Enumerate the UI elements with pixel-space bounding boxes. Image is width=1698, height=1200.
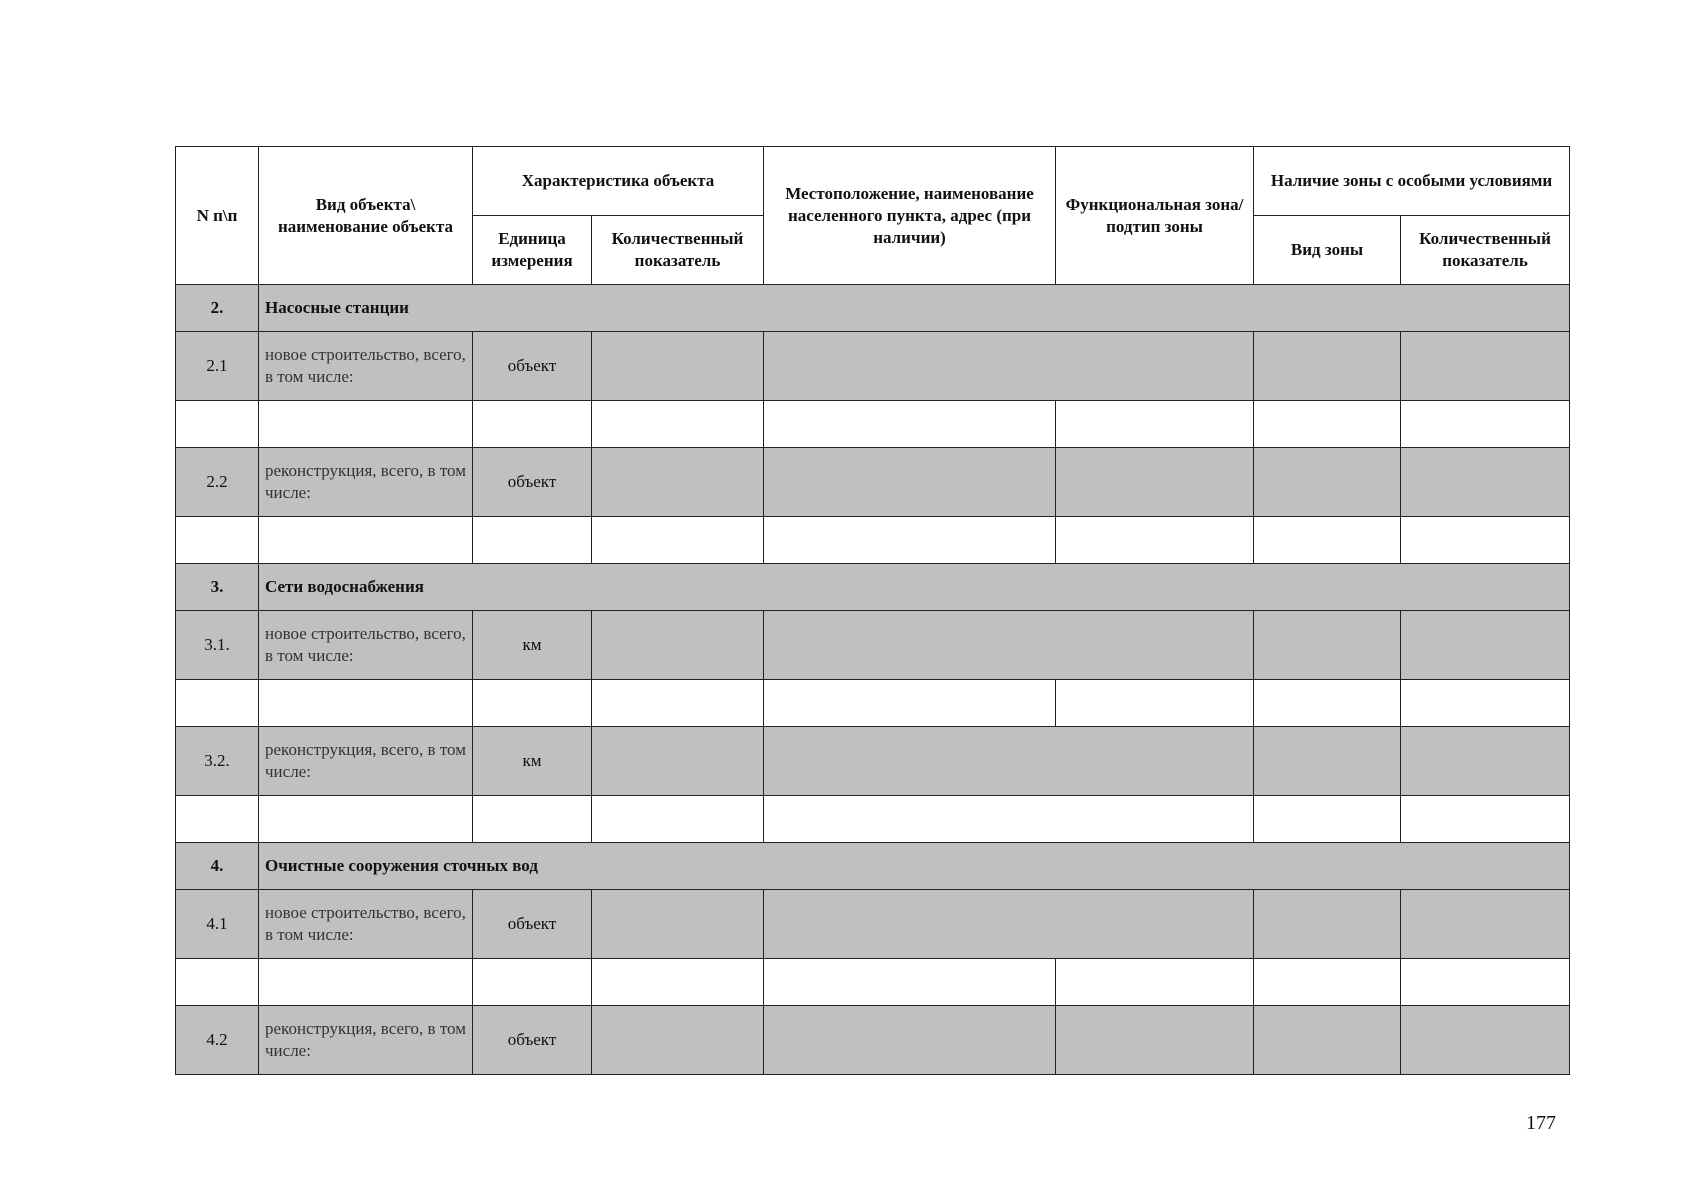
header-object-type: Вид объекта\ наименование объекта (259, 147, 473, 285)
header-row-1 (176, 147, 1570, 216)
row-name: новое строительство, всего, в том числе: (259, 332, 473, 401)
objects-table (175, 146, 1570, 1075)
row-functional-zone (1056, 448, 1254, 517)
row-name: новое строительство, всего, в том числе: (259, 611, 473, 680)
table-row (176, 611, 1570, 680)
row-name: реконструкция, всего, в том числе: (259, 1006, 473, 1075)
row-quantity (592, 332, 764, 401)
row-zone-quantity (1401, 727, 1570, 796)
row-location (764, 727, 1254, 796)
row-quantity (592, 448, 764, 517)
section-title: Очистные сооружения сточных вод (259, 843, 1570, 890)
row-unit: км (473, 727, 592, 796)
table-row (176, 727, 1570, 796)
row-number: 3.2. (176, 727, 259, 796)
section-row (176, 564, 1570, 611)
section-title: Сети водоснабжения (259, 564, 1570, 611)
row-quantity (592, 611, 764, 680)
row-quantity (592, 1006, 764, 1075)
row-zone-type (1254, 1006, 1401, 1075)
section-number: 3. (176, 564, 259, 611)
row-unit: объект (473, 332, 592, 401)
row-quantity (592, 890, 764, 959)
section-title: Насосные станции (259, 285, 1570, 332)
blank-row (176, 401, 1570, 448)
section-number: 4. (176, 843, 259, 890)
header-quantity: Количественный показатель (592, 216, 764, 285)
header-characteristics: Характеристика объекта (473, 147, 764, 216)
row-quantity (592, 727, 764, 796)
row-unit: объект (473, 890, 592, 959)
table-row (176, 1006, 1570, 1075)
blank-row (176, 796, 1570, 843)
row-unit: объект (473, 1006, 592, 1075)
row-zone-type (1254, 611, 1401, 680)
row-unit: объект (473, 448, 592, 517)
blank-row (176, 959, 1570, 1006)
row-location (764, 611, 1254, 680)
row-number: 2.1 (176, 332, 259, 401)
row-functional-zone (1056, 1006, 1254, 1075)
row-zone-type (1254, 332, 1401, 401)
row-name: реконструкция, всего, в том числе: (259, 448, 473, 517)
header-num: N п\п (176, 147, 259, 285)
header-location: Местоположение, наименование населенного пункта, адрес (при наличии) (764, 147, 1056, 285)
row-location (764, 448, 1056, 517)
row-zone-type (1254, 448, 1401, 517)
row-zone-quantity (1401, 332, 1570, 401)
row-name: реконструкция, всего, в том числе: (259, 727, 473, 796)
row-zone-type (1254, 890, 1401, 959)
row-zone-quantity (1401, 611, 1570, 680)
row-number: 4.2 (176, 1006, 259, 1075)
header-functional-zone: Функциональная зона/ подтип зоны (1056, 147, 1254, 285)
header-unit: Единица измерения (473, 216, 592, 285)
row-name: новое строительство, всего, в том числе: (259, 890, 473, 959)
row-zone-quantity (1401, 890, 1570, 959)
section-row (176, 285, 1570, 332)
header-zone-type: Вид зоны (1254, 216, 1401, 285)
page-number: 177 (1526, 1112, 1556, 1134)
row-zone-type (1254, 727, 1401, 796)
header-special-zone: Наличие зоны с особыми условиями (1254, 147, 1570, 216)
table-row (176, 890, 1570, 959)
row-zone-quantity (1401, 1006, 1570, 1075)
section-row (176, 843, 1570, 890)
row-location (764, 890, 1254, 959)
header-zone-quantity: Количественный показатель (1401, 216, 1570, 285)
row-location (764, 332, 1254, 401)
row-number: 4.1 (176, 890, 259, 959)
row-zone-quantity (1401, 448, 1570, 517)
blank-row (176, 517, 1570, 564)
blank-row (176, 680, 1570, 727)
row-number: 3.1. (176, 611, 259, 680)
table-row (176, 332, 1570, 401)
table-row (176, 448, 1570, 517)
section-number: 2. (176, 285, 259, 332)
row-number: 2.2 (176, 448, 259, 517)
row-unit: км (473, 611, 592, 680)
row-location (764, 1006, 1056, 1075)
